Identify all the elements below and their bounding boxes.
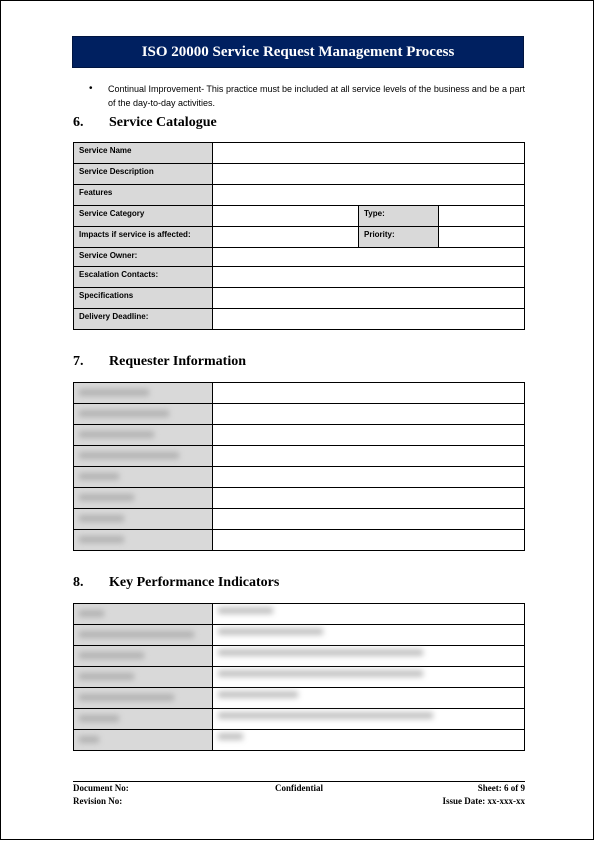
blurred-row-value	[213, 625, 525, 646]
section-number: 7.	[73, 354, 84, 369]
requester-field[interactable]	[213, 488, 525, 509]
row-label: Service Owner:	[74, 248, 213, 267]
table-row	[74, 509, 525, 530]
table-row	[74, 446, 525, 467]
footer-divider	[73, 781, 525, 782]
issue-date: Issue Date: xx-xxx-xx	[442, 796, 525, 806]
table-row	[74, 688, 525, 709]
specifications-field[interactable]	[213, 288, 525, 309]
table-row	[74, 667, 525, 688]
service-owner-field[interactable]	[213, 248, 525, 267]
table-row	[74, 646, 525, 667]
sheet-number: Sheet: 6 of 9	[477, 783, 525, 793]
table-row	[74, 467, 525, 488]
requester-field[interactable]	[213, 404, 525, 425]
row-label: Features	[74, 185, 213, 206]
table-row	[74, 404, 525, 425]
blurred-row-label	[74, 667, 213, 688]
requester-field[interactable]	[213, 509, 525, 530]
blurred-row-label	[74, 446, 213, 467]
delivery-deadline-field[interactable]	[213, 309, 525, 330]
blurred-row-label	[74, 509, 213, 530]
table-row	[74, 143, 525, 164]
confidential-label: Confidential	[274, 783, 323, 793]
row-label: Priority:	[359, 227, 439, 248]
table-row	[74, 425, 525, 446]
table-row	[74, 530, 525, 551]
row-label: Escalation Contacts:	[74, 267, 213, 288]
table-row	[74, 709, 525, 730]
blurred-row-value	[213, 667, 525, 688]
key-performance-indicators-table	[73, 603, 525, 751]
table-row	[74, 383, 525, 404]
blurred-row-label	[74, 425, 213, 446]
row-label: Service Description	[74, 164, 213, 185]
service-catalogue-table	[73, 142, 525, 330]
requester-field[interactable]	[213, 530, 525, 551]
blurred-row-label	[74, 730, 213, 751]
table-row	[74, 288, 525, 309]
blurred-row-value	[213, 646, 525, 667]
table-row	[74, 730, 525, 751]
blurred-row-label	[74, 467, 213, 488]
blurred-row-value	[213, 688, 525, 709]
blurred-row-label	[74, 709, 213, 730]
section-heading-key-performance-indicators	[73, 575, 279, 591]
escalation-contacts-field[interactable]	[213, 267, 525, 288]
section-title: Service Catalogue	[109, 115, 217, 130]
section-heading-service-catalogue	[73, 115, 217, 131]
requester-information-table	[73, 382, 525, 551]
blurred-row-label	[74, 530, 213, 551]
section-title: Requester Information	[109, 354, 247, 369]
blurred-row-label	[74, 383, 213, 404]
table-row	[74, 185, 525, 206]
section-number: 6.	[73, 115, 84, 130]
intro-bullet	[89, 82, 525, 110]
blurred-row-value	[213, 730, 525, 751]
blurred-row-label	[74, 488, 213, 509]
blurred-row-label	[74, 404, 213, 425]
features-field[interactable]	[213, 185, 525, 206]
service-description-field[interactable]	[213, 164, 525, 185]
requester-field[interactable]	[213, 383, 525, 404]
section-heading-requester-information	[73, 354, 246, 370]
revision-number-label: Revision No:	[73, 796, 123, 806]
service-name-field[interactable]	[213, 143, 525, 164]
section-title: Key Performance Indicators	[109, 575, 280, 590]
row-label: Type:	[359, 206, 439, 227]
priority-field[interactable]	[439, 227, 525, 248]
row-label: Service Category	[74, 206, 213, 227]
table-row	[74, 625, 525, 646]
row-label: Specifications	[74, 288, 213, 309]
page-header-title: ISO 20000 Service Request Management Process	[72, 36, 524, 68]
table-row	[74, 309, 525, 330]
table-row	[74, 248, 525, 267]
service-category-field[interactable]	[213, 206, 359, 227]
row-label: Impacts if service is affected:	[74, 227, 213, 248]
requester-field[interactable]	[213, 467, 525, 488]
requester-field[interactable]	[213, 446, 525, 467]
table-row	[74, 604, 525, 625]
table-row	[74, 227, 525, 248]
impacts-field[interactable]	[213, 227, 359, 248]
type-field[interactable]	[439, 206, 525, 227]
blurred-row-label	[74, 688, 213, 709]
table-row	[74, 267, 525, 288]
bullet-text: Continual Improvement- This practice must be included at all service levels of the business and be a part of the day-to-day activities.	[108, 84, 525, 108]
row-label: Delivery Deadline:	[74, 309, 213, 330]
row-label: Service Name	[74, 143, 213, 164]
blurred-row-label	[74, 646, 213, 667]
requester-field[interactable]	[213, 425, 525, 446]
blurred-row-label	[74, 604, 213, 625]
table-row	[74, 206, 525, 227]
document-number-label: Document No:	[73, 783, 129, 793]
table-row	[74, 164, 525, 185]
blurred-row-value	[213, 709, 525, 730]
section-number: 8.	[73, 575, 84, 590]
blurred-row-label	[74, 625, 213, 646]
table-row	[74, 488, 525, 509]
bullet-symbol: •	[89, 83, 93, 94]
blurred-row-value	[213, 604, 525, 625]
